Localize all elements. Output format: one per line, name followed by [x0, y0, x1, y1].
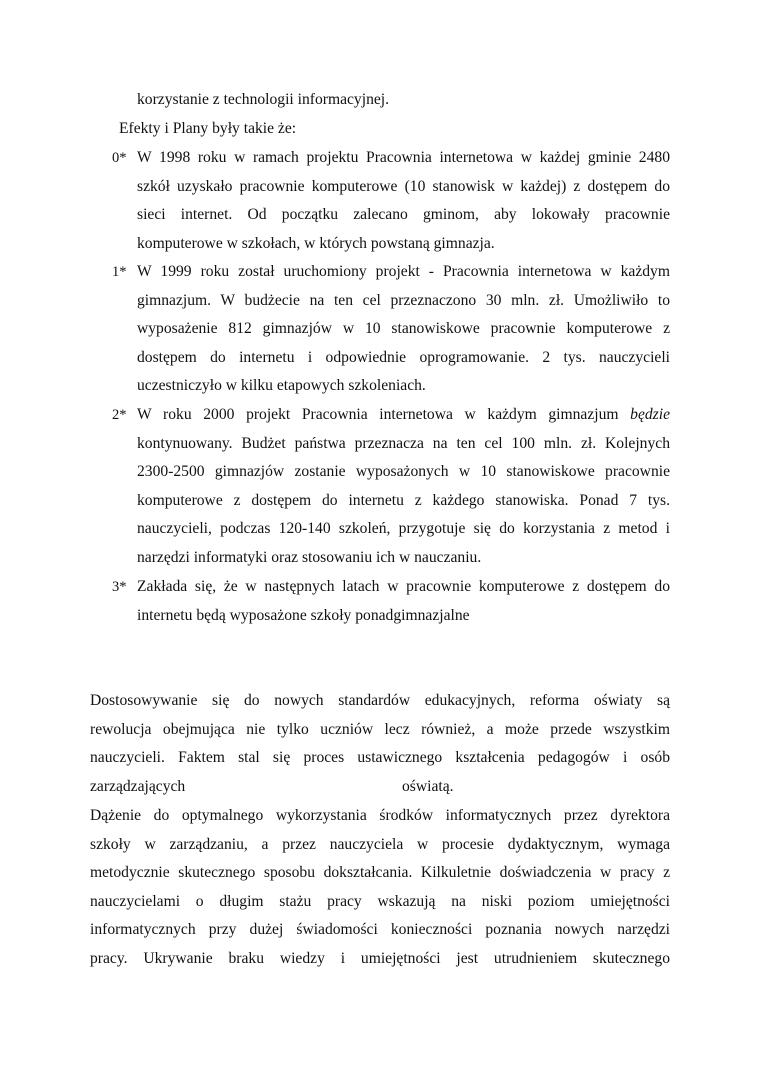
paragraph-1-line-3: nauczycieli. Faktem stal się proces ustawicznego kształcenia pedagogów i osób — [90, 749, 670, 766]
list-item-1-line-5: uczestniczyło w kilku etapowych szkoleniach. — [137, 377, 426, 394]
list-item-1-line-2: gimnazjum. W budżecie na ten cel przeznaczono 30 mln. zł. Umożliwiło to — [137, 292, 670, 309]
list-item-2-line-3: 2300-2500 gimnazjów zostanie wyposażonych w 10 stanowiskowe pracownie — [137, 463, 670, 480]
list-item-3-line-1: Zakłada się, że w następnych latach w pracownie komputerowe z dostępem do — [137, 578, 670, 595]
intro-continuation: korzystanie z technologii informacyjnej. — [137, 91, 390, 108]
list-item-2-line-5: nauczycieli, podczas 120-140 szkoleń, przygotuje się do korzystania z metod i — [137, 520, 670, 537]
list-item-1-line-3: wyposażenie 812 gimnazjów w 10 stanowiskowe pracownie komputerowe z — [137, 320, 670, 337]
list-item-2-italic-word: będzie — [630, 406, 670, 423]
list-item-0-line-1: W 1998 roku w ramach projektu Pracownia internetowa w każdej gminie 2480 — [137, 149, 670, 166]
paragraph-2-line-5: informatycznych przy dużej świadomości konieczności poznania nowych narzędzi — [90, 921, 670, 938]
list-item-2-line-1 — [137, 405, 670, 425]
list-item-1-line-4: dostępem do internetu i odpowiednie oprogramowanie. 2 tys. nauczycieli — [137, 349, 670, 366]
paragraph-2-line-1: Dążenie do optymalnego wykorzystania środków informatycznych przez dyrektora — [90, 807, 670, 824]
list-marker-2: 2* — [112, 407, 127, 423]
list-item-0-line-4: komputerowe w szkołach, w których powstaną gimnazja. — [137, 235, 495, 252]
paragraph-2-line-2: szkoły w zarządzaniu, a przez nauczyciela w procesie dydaktycznym, wymaga — [90, 836, 670, 853]
list-item-2-line-2: kontynuowany. Budżet państwa przeznacza na ten cel 100 mln. zł. Kolejnych — [137, 435, 670, 452]
list-marker-1: 1* — [112, 264, 127, 280]
list-item-2-line-6: narzędzi informatyki oraz stosowaniu ich w nauczaniu. — [137, 549, 482, 566]
list-item-0-line-3: sieci internet. Od początku zalecano gminom, aby lokowały pracownie — [137, 206, 670, 223]
paragraph-1-last-left: zarządzających — [90, 778, 186, 795]
paragraph-1-line-2: rewolucja obejmująca nie tylko uczniów lecz również, a może przede wszystkim — [90, 721, 670, 738]
list-marker-0: 0* — [112, 150, 127, 166]
list-heading: Efekty i Plany były takie że: — [119, 120, 297, 137]
paragraph-2-line-4: nauczycielami o długim stażu pracy wskazują na niski poziom umiejętności — [90, 893, 670, 910]
list-item-2-line-4: komputerowe z dostępem do internetu z każdego stanowiska. Ponad 7 tys. — [137, 492, 670, 509]
list-item-1-line-1: W 1999 roku został uruchomiony projekt - Pracownia internetowa w każdym — [137, 263, 670, 280]
list-marker-3: 3* — [112, 579, 127, 595]
list-item-2-line-1-text: W roku 2000 projekt Pracownia internetowa w każdym gimnazjum — [137, 406, 631, 423]
list-item-3-line-2: internetu będą wyposażone szkoły ponadgimnazjalne — [137, 607, 470, 624]
paragraph-2-line-6: pracy. Ukrywanie braku wiedzy i umiejętności jest utrudnieniem skutecznego — [90, 950, 670, 967]
paragraph-2-line-3: metodycznie skutecznego sposobu dokształcania. Kilkuletnie doświadczenia w pracy z — [90, 864, 670, 881]
list-item-0-line-2: szkół uzyskało pracownie komputerowe (10 stanowisk w każdej) z dostępem do — [137, 178, 670, 195]
paragraph-1-last-right: oświatą. — [402, 778, 454, 795]
paragraph-1-line-1: Dostosowywanie się do nowych standardów edukacyjnych, reforma oświaty są — [90, 692, 670, 709]
